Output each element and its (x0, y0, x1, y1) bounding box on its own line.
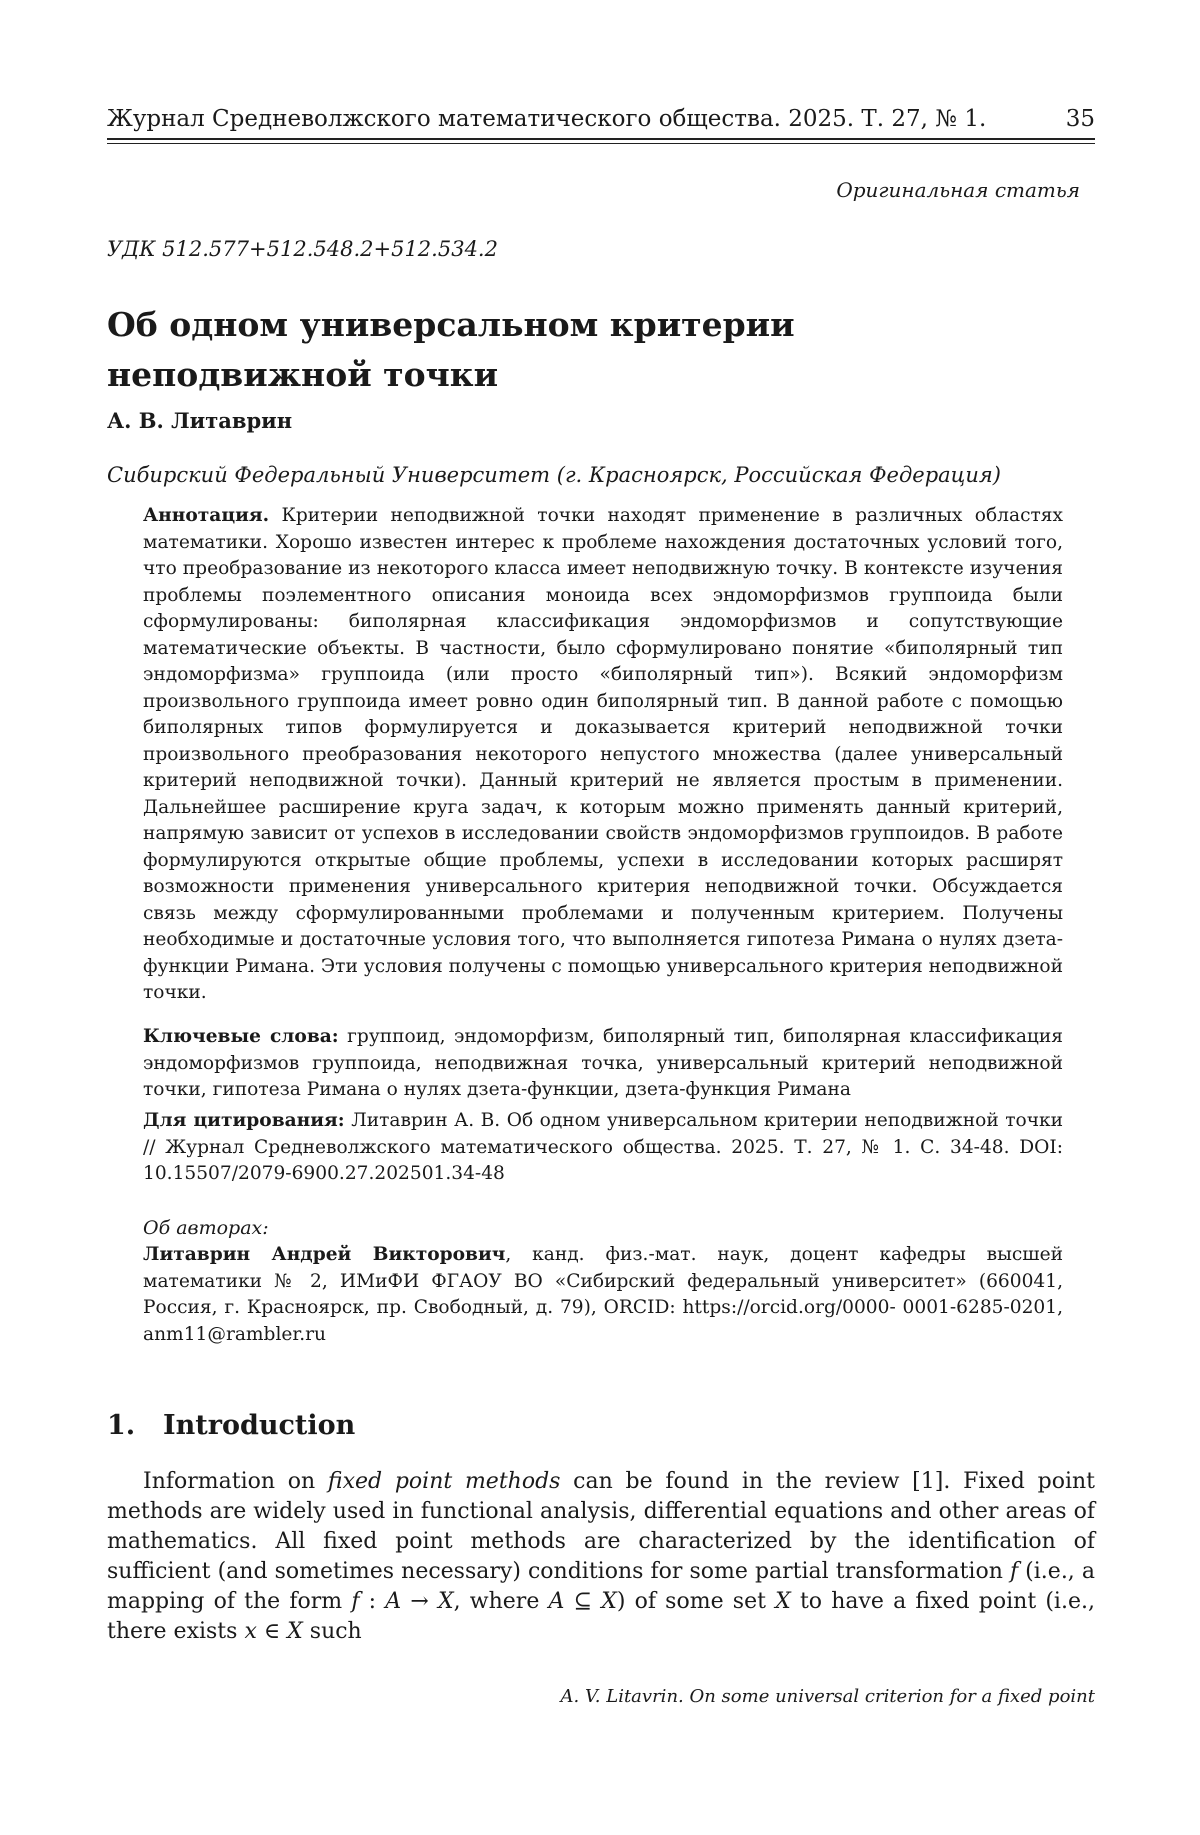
intro-text: , where (453, 1589, 549, 1614)
citation (143, 1108, 1063, 1188)
header-rule (107, 138, 1095, 140)
about-authors-label: Об авторах: (143, 1217, 269, 1239)
abstract (143, 503, 1063, 1007)
header-rule-thin (107, 143, 1095, 144)
journal-title: Журнал Средневолжского математического общества. 2025. Т. 27, № 1. (107, 106, 987, 132)
math-f: f (351, 1589, 360, 1614)
running-header (107, 104, 1095, 138)
keywords-text: группоид, эндоморфизм, биполярный тип, биполярная классификация эндоморфизмов группоида, неподвижная точка, универсальный критерий неподвижной точки, гипотеза Римана о нулях дзета-функции, дзета-функция Римана (143, 1026, 1063, 1100)
intro-text: such (302, 1619, 362, 1644)
about-authors (143, 1242, 1063, 1348)
article-type: Оригинальная статья (836, 178, 1080, 202)
section-heading (107, 1410, 355, 1441)
introduction-text (107, 1467, 1095, 1647)
math-f: f (1009, 1559, 1019, 1584)
intro-text: can be found in the review [1]. Fixed point methods are widely used in functional analysis, differential equations and other areas of mathematics. All fixed point methods are characterized by the identification of sufficient (and sometimes necessary) conditions for some partial transformation (107, 1469, 1095, 1584)
math-x: X (775, 1589, 791, 1614)
citation-text: Литаврин А. В. Об одном универсальном критерии неподвижной точки // Журнал Средневолжского математического общества. 2025. Т. 27, № 1. С. 34-48. DOI: 10.15507/2079-6900.27.202501.34-48 (143, 1110, 1063, 1184)
math-mapping: A → X (385, 1589, 454, 1614)
author-details: , канд. физ.-мат. наук, доцент кафедры высшей математики № 2, ИМиФИ ФГАОУ ВО «Сибирский федеральный университет» (660041, Россия, г. Красноярск, пр. Свободный, д. 79), ORCID: https://orcid.org/0000- 0001-6285-0201, anm11@rambler.ru (143, 1244, 1063, 1345)
intro-paragraph (107, 1467, 1095, 1647)
math-element: x ∈ X (244, 1619, 303, 1644)
abstract-label: Аннотация. (143, 505, 270, 526)
intro-text: : (359, 1589, 386, 1614)
page-number: 35 (1065, 106, 1095, 132)
author-full-name: Литаврин Андрей Викторович (143, 1244, 506, 1265)
section-title: Introduction (163, 1410, 356, 1441)
article-title: Об одном универсальном критерии неподвижной точки (107, 305, 795, 394)
affiliation: Сибирский Федеральный Университет (г. Красноярск, Российская Федерация) (107, 463, 1001, 487)
intro-text: to have a fixed point (i.e., there exists (107, 1589, 1095, 1644)
citation-label: Для цитирования: (143, 1110, 345, 1131)
udc-code: УДК 512.577+512.548.2+512.534.2 (107, 237, 498, 261)
keywords-label: Ключевые слова: (143, 1026, 339, 1047)
intro-text: (i.e., a mapping of the form (107, 1559, 1095, 1614)
keywords (143, 1024, 1063, 1104)
intro-emphasis: fixed point methods (327, 1469, 561, 1494)
section-number: 1. (107, 1410, 136, 1441)
math-subset: A ⊆ X (548, 1589, 617, 1614)
abstract-text: Критерии неподвижной точки находят применение в различных областях математики. Хорошо известен интерес к проблеме нахождения достаточных условий того, что преобразование из некоторого класса имеет неподвижную точку. В контексте изучения проблемы поэлементного описания моноида всех эндоморфизмов группоида были сформулированы: биполярная классификация эндоморфизмов и сопутствующие математические объекты. В частности, было сформулировано понятие «биполярный тип эндоморфизма» группоида (или просто «биполярный тип»). Всякий эндоморфизм произвольного группоида имеет ровно один биполярный тип. В данной работе с помощью биполярных типов формулируется и доказывается критерий неподвижной точки произвольного преобразования некоторого непустого множества (далее универсальный критерий неподвижной точки). Данный критерий не является простым в применении. Дальнейшее расширение круга задач, к которым можно применять данный критерий, напрямую зависит от успехов в исследовании свойств эндоморфизмов группоидов. В работе формулируются открытые общие проблемы, успехи в исследовании которых расширят возможности применения универсального критерия неподвижной точки. Обсуждается связь между сформулированными проблемами и полученным критерием. Получены необходимые и достаточные условия того, что выполняется гипотеза Римана о нулях дзета-функции Римана. Эти условия получены с помощью универсального критерия неподвижной точки. (143, 505, 1063, 1003)
author-name: А. В. Литаврин (107, 408, 293, 433)
intro-text: ) of some set (616, 1589, 776, 1614)
intro-text: Information on (143, 1469, 328, 1494)
running-footer: A. V. Litavrin. On some universal criterion for a fixed point (560, 1686, 1095, 1707)
